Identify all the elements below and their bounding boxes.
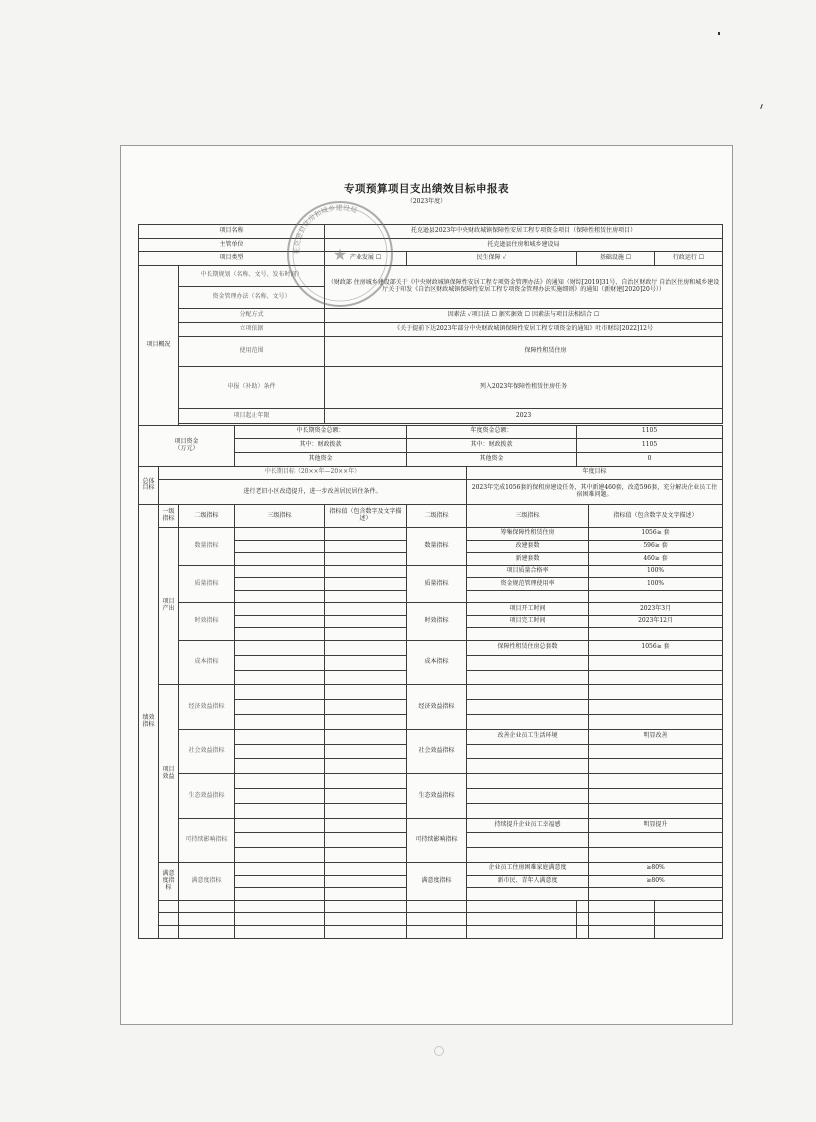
left-lvl3-cell: [235, 833, 325, 848]
blank-cell: [577, 900, 589, 913]
right-lvl2-benefit_groups-2: 生态效益指标: [407, 774, 467, 818]
blank-cell: [407, 900, 467, 913]
label-scope: 使用范围: [179, 336, 325, 367]
indicator-value: [589, 714, 723, 729]
left-lvl2-benefit_groups-1: 社会效益指标: [179, 729, 235, 773]
indicator-value: [589, 670, 723, 685]
right-lvl2-benefit_groups-3: 可持续影响指标: [407, 818, 467, 862]
left-value-cell: [325, 528, 407, 541]
svg-text:★: ★: [332, 245, 348, 264]
left-lvl3-cell: [235, 655, 325, 670]
left-lvl3-cell: [235, 640, 325, 655]
indicator-value: 明显改善: [589, 729, 723, 744]
blank-cell: [325, 925, 407, 938]
indicator-text: [467, 774, 589, 789]
left-lvl2-benefit_groups-3: 可持续影响指标: [179, 818, 235, 862]
scan-speck: [718, 32, 720, 35]
left-lvl3-cell: [235, 848, 325, 863]
indicator-text: [467, 833, 589, 848]
left-lvl3-cell: [235, 553, 325, 566]
value-unit: 托克逊县住房和城乡建设局: [325, 238, 723, 252]
left-value-cell: [325, 615, 407, 628]
indicator-text: [467, 759, 589, 774]
label-alloc-method: 分配方式: [179, 309, 325, 323]
col-value-left: 指标值（包含数字及文字描述）: [325, 505, 407, 528]
right-lvl2-_sat-0: 满意度指标: [407, 863, 467, 901]
left-lvl2-benefit_groups-0: 经济效益指标: [179, 685, 235, 729]
value-period: 2023: [325, 408, 723, 424]
indicator-text: [467, 590, 589, 603]
left-lvl3-cell: [235, 818, 325, 833]
col-value-right: 指标值（包含数字及文字描述）: [589, 505, 723, 528]
value-alloc-method: 因素法 ✓项目法 ☐ 据实据效 ☐ 因素法与项目法相结合 ☐: [325, 309, 723, 323]
left-lvl2-output_groups-0: 数量指标: [179, 528, 235, 566]
indicator-text: [467, 848, 589, 863]
col-lvl2-left: 二级指标: [179, 505, 235, 528]
left-lvl2-output_groups-2: 时效指标: [179, 603, 235, 641]
indicator-text: 项目开工时间: [467, 603, 589, 616]
value-year-goal: 2023年完成1056套的保租房建设任务，其中新建460套，改造596套，充分解决企业员工住宿困难问题。: [467, 480, 723, 505]
blank-cell: [577, 913, 589, 926]
indicator-value: [589, 888, 723, 901]
blank-cell: [179, 925, 235, 938]
indicator-value: [589, 628, 723, 641]
indicator-value: [589, 590, 723, 603]
indicator-text: 持续提升企业员工幸福感: [467, 818, 589, 833]
indicator-value: 明显提升: [589, 818, 723, 833]
right-lvl2-output_groups-2: 时效指标: [407, 603, 467, 641]
indicator-value: 1056≥ 套: [589, 640, 723, 655]
label-output: 项目产出: [159, 528, 179, 685]
left-lvl3-cell: [235, 603, 325, 616]
label-fund-method: 资金管理办法（名称、文号）: [179, 286, 325, 309]
left-value-cell: [325, 578, 407, 591]
label-year-goal: 年度目标: [467, 466, 723, 480]
indicator-text: 资金规范管理使用率: [467, 578, 589, 591]
left-lvl3-cell: [235, 759, 325, 774]
footer-mark: [434, 1046, 444, 1056]
indicator-text: [467, 685, 589, 700]
value-central-doc: （财政部 住房城乡建设部关于《中央财政城镇保障性安居工程专项资金管理办法》的通知（财综[2019]31号、自治区财政厅 自治区住房和城乡建设厅关于印发《自治区财政城镇保障性安居工程专项资金管理办法实施细则》的通知（新财建[2020]20号））: [325, 266, 723, 309]
doc-title: 专项预算项目支出绩效目标申报表: [344, 183, 509, 195]
indicator-text: 新市民、青年人满意度: [467, 875, 589, 888]
blank-cell: [655, 900, 723, 913]
indicator-text: [467, 789, 589, 804]
left-value-cell: [325, 875, 407, 888]
blank-cell: [655, 913, 723, 926]
right-lvl2-output_groups-0: 数量指标: [407, 528, 467, 566]
left-lvl2-output_groups-1: 质量指标: [179, 565, 235, 603]
label-mid-goal: 中长期目标（20××年—20××年）: [159, 466, 467, 480]
indicator-value: [589, 655, 723, 670]
blank-cell: [325, 913, 407, 926]
blank-cell: [235, 913, 325, 926]
left-value-cell: [325, 700, 407, 715]
label-perf-indicators: 绩效指标: [139, 505, 159, 939]
label-unit: 主管单位: [139, 238, 325, 252]
indicator-value: [589, 789, 723, 804]
left-lvl3-cell: [235, 590, 325, 603]
left-lvl2-output_groups-3: 成本指标: [179, 640, 235, 684]
left-lvl3-cell: [235, 628, 325, 641]
left-lvl3-cell: [235, 714, 325, 729]
blank-cell: [589, 913, 655, 926]
left-value-cell: [325, 553, 407, 566]
indicator-text: 项目质量合格率: [467, 565, 589, 578]
col-lvl2-right: 二级指标: [407, 505, 467, 528]
indicator-value: 2023年3月: [589, 603, 723, 616]
indicator-text: [467, 714, 589, 729]
label-satisfaction-outer: 满意度指标: [159, 863, 179, 901]
label-year-fiscal: 其中：财政拨款: [407, 439, 577, 453]
blank-cell: [467, 900, 577, 913]
label-project-name: 项目名称: [139, 225, 325, 239]
right-lvl2-benefit_groups-0: 经济效益指标: [407, 685, 467, 729]
left-value-cell: [325, 818, 407, 833]
indicator-text: 企业员工住房困难家庭满意度: [467, 863, 589, 876]
col-lvl3-right: 三级指标: [467, 505, 589, 528]
indicator-text: 保障性租赁住房总套数: [467, 640, 589, 655]
indicator-value: [589, 848, 723, 863]
left-value-cell: [325, 744, 407, 759]
left-value-cell: [325, 759, 407, 774]
label-goal: 总体目标: [139, 466, 159, 505]
blank-cell: [179, 900, 235, 913]
left-value-cell: [325, 803, 407, 818]
value-year-other: 0: [577, 452, 723, 466]
indicator-text: [467, 744, 589, 759]
indicator-text: 项目完工时间: [467, 615, 589, 628]
left-lvl3-cell: [235, 565, 325, 578]
left-value-cell: [325, 590, 407, 603]
blank-cell: [655, 925, 723, 938]
left-value-cell: [325, 565, 407, 578]
indicator-value: [589, 803, 723, 818]
left-value-cell: [325, 863, 407, 876]
left-lvl3-cell: [235, 789, 325, 804]
type-industry: 产业发展 ☐: [325, 252, 407, 266]
left-lvl3-cell: [235, 578, 325, 591]
left-value-cell: [325, 640, 407, 655]
blank-cell: [407, 913, 467, 926]
left-lvl3-cell: [235, 528, 325, 541]
blank-cell: [589, 925, 655, 938]
indicator-text: [467, 628, 589, 641]
label-mid-other: 其他资金: [235, 452, 407, 466]
indicator-text: [467, 803, 589, 818]
value-mid-goal: 进行老旧小区改造提升，进一步改善居民居住条件。: [159, 480, 467, 505]
indicator-text: 改善企业员工生活环境: [467, 729, 589, 744]
label-benefit: 项目效益: [159, 685, 179, 863]
left-value-cell: [325, 603, 407, 616]
indicator-value: [589, 685, 723, 700]
indicator-value: ≥80%: [589, 863, 723, 876]
left-value-cell: [325, 670, 407, 685]
label-basis: 立项依据: [179, 323, 325, 337]
value-project-name: 托克逊县2023年中央财政城镇保障性安居工程专项资金项目（保障性租赁住房项目）: [325, 225, 723, 239]
indicator-value: [589, 759, 723, 774]
left-value-cell: [325, 888, 407, 901]
blank-cell: [467, 913, 577, 926]
indicator-text: [467, 655, 589, 670]
blank-cell: [235, 925, 325, 938]
indicator-text: [467, 888, 589, 901]
left-lvl3-cell: [235, 803, 325, 818]
label-funds: 项目资金 （万元）: [139, 425, 235, 466]
left-lvl3-cell: [235, 863, 325, 876]
blank-cell: [467, 925, 577, 938]
left-value-cell: [325, 540, 407, 553]
right-lvl2-benefit_groups-1: 社会效益指标: [407, 729, 467, 773]
indicator-value: 2023年12月: [589, 615, 723, 628]
label-overview: 项目概况: [139, 266, 179, 426]
type-livelihood: 民生保障 ✓: [407, 252, 577, 266]
indicator-value: [589, 774, 723, 789]
blank-cell: [325, 900, 407, 913]
value-scope: 保障性租赁住房: [325, 336, 723, 367]
type-admin: 行政运行 ☐: [655, 252, 723, 266]
label-conditions: 申报（补助）条件: [179, 367, 325, 408]
value-year-fiscal: 1105: [577, 439, 723, 453]
label-year-other: 其他资金: [407, 452, 577, 466]
left-value-cell: [325, 774, 407, 789]
value-basis: 《关于提前下达2023年部分中央财政城镇保障性安居工程专项资金的通知》吐市财综[2022]12号: [325, 323, 723, 337]
blank-cell: [159, 925, 179, 938]
left-lvl3-cell: [235, 888, 325, 901]
col-lvl3-left: 三级指标: [235, 505, 325, 528]
col-lvl1: 一级指标: [159, 505, 179, 528]
indicator-value: [589, 744, 723, 759]
indicator-text: 改建套数: [467, 540, 589, 553]
left-lvl3-cell: [235, 774, 325, 789]
left-value-cell: [325, 628, 407, 641]
left-lvl3-cell: [235, 744, 325, 759]
indicator-text: 筹集保障性租赁住房: [467, 528, 589, 541]
indicator-text: [467, 700, 589, 715]
left-lvl3-cell: [235, 875, 325, 888]
label-project-type: 项目类型: [139, 252, 325, 266]
doc-year: （2023年度）: [406, 198, 447, 205]
scan-speck: [760, 104, 763, 109]
label-central-doc: 中长期规划（名称、文号、发布时间）: [179, 266, 325, 287]
right-lvl2-output_groups-1: 质量指标: [407, 565, 467, 603]
blank-cell: [159, 900, 179, 913]
blank-cell: [407, 925, 467, 938]
indicator-value: ≥80%: [589, 875, 723, 888]
blank-cell: [577, 925, 589, 938]
indicator-value: [589, 833, 723, 848]
label-year-total: 年度资金总额：: [407, 425, 577, 439]
left-lvl3-cell: [235, 615, 325, 628]
left-lvl3-cell: [235, 670, 325, 685]
left-value-cell: [325, 789, 407, 804]
indicator-text: 新建套数: [467, 553, 589, 566]
type-infrastructure: 基础设施 ☐: [577, 252, 655, 266]
left-lvl2-benefit_groups-2: 生态效益指标: [179, 774, 235, 818]
left-value-cell: [325, 729, 407, 744]
indicator-text: [467, 670, 589, 685]
seal-text: 托克逊县住房和城乡建设局: [292, 203, 358, 255]
blank-cell: [589, 900, 655, 913]
left-value-cell: [325, 833, 407, 848]
indicator-value: 596≥ 套: [589, 540, 723, 553]
left-value-cell: [325, 685, 407, 700]
label-mid-total: 中长期资金总额：: [235, 425, 407, 439]
left-lvl3-cell: [235, 729, 325, 744]
value-conditions: 列入2023年保障性租赁住房任务: [325, 367, 723, 408]
indicator-value: 100%: [589, 565, 723, 578]
left-lvl3-cell: [235, 540, 325, 553]
blank-cell: [159, 913, 179, 926]
left-lvl2-_sat-0: 满意度指标: [179, 863, 235, 901]
blank-cell: [235, 900, 325, 913]
indicator-value: 1056≥ 套: [589, 528, 723, 541]
performance-form-table: [138, 224, 723, 939]
document-sheet: [120, 145, 733, 1025]
left-lvl3-cell: [235, 700, 325, 715]
label-mid-fiscal: 其中：财政拨款: [235, 439, 407, 453]
left-lvl3-cell: [235, 685, 325, 700]
indicator-value: [589, 700, 723, 715]
indicator-value: 460≥ 套: [589, 553, 723, 566]
value-year-total: 1105: [577, 425, 723, 439]
right-lvl2-output_groups-3: 成本指标: [407, 640, 467, 684]
left-value-cell: [325, 714, 407, 729]
indicator-value: 100%: [589, 578, 723, 591]
left-value-cell: [325, 655, 407, 670]
label-period: 项目起止年限: [179, 408, 325, 424]
left-value-cell: [325, 848, 407, 863]
blank-cell: [179, 913, 235, 926]
